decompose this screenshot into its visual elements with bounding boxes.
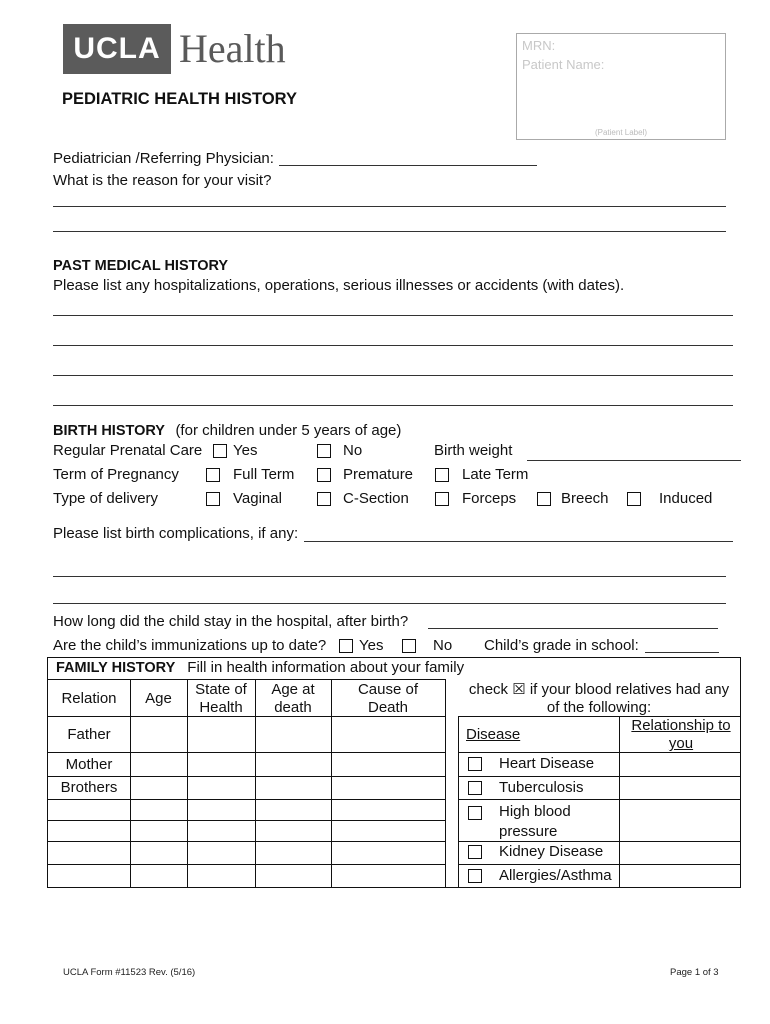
check-note: check ☒ if your blood relatives had any of the following: bbox=[468, 681, 730, 716]
family-history-header bbox=[56, 659, 464, 676]
physician-field[interactable] bbox=[279, 165, 537, 166]
past-medical-heading: PAST MEDICAL HISTORY bbox=[53, 258, 229, 274]
hospital-stay-field[interactable] bbox=[428, 628, 718, 629]
breech-label: Breech bbox=[561, 490, 609, 507]
prenatal-no-label: No bbox=[343, 442, 363, 459]
patient-label-caption: (Patient Label) bbox=[594, 128, 648, 137]
csection-label: C-Section bbox=[343, 490, 409, 507]
complications-label: Please list birth complications, if any: bbox=[53, 525, 299, 542]
past-medical-line-2[interactable] bbox=[53, 345, 733, 346]
family-history-heading: FAMILY HISTORY bbox=[56, 660, 176, 676]
birth-history-subheading: (for children under 5 years of age) bbox=[175, 422, 402, 439]
relation-mother: Mother bbox=[65, 756, 113, 773]
full-term-checkbox[interactable] bbox=[206, 468, 220, 482]
complications-line-2[interactable] bbox=[53, 576, 726, 577]
col-age: Age bbox=[145, 690, 172, 707]
complications-field[interactable] bbox=[304, 541, 733, 542]
birth-weight-field[interactable] bbox=[527, 460, 741, 461]
ucla-logo: UCLA bbox=[63, 24, 171, 74]
relation-brothers: Brothers bbox=[60, 779, 118, 796]
form-number: UCLA Form #11523 Rev. (5/16) bbox=[63, 967, 196, 978]
vaginal-checkbox[interactable] bbox=[206, 492, 220, 506]
disease-header: Disease bbox=[466, 726, 521, 743]
page-title: PEDIATRIC HEALTH HISTORY bbox=[62, 90, 297, 108]
prenatal-yes-label: Yes bbox=[233, 442, 258, 459]
col-cause-of-death: Cause of Death bbox=[357, 681, 419, 716]
past-medical-line-1[interactable] bbox=[53, 315, 733, 316]
birth-history-heading: BIRTH HISTORY bbox=[53, 423, 165, 439]
hospital-stay-label: How long did the child stay in the hospital, after birth? bbox=[53, 613, 409, 630]
relation-father: Father bbox=[67, 726, 111, 743]
visit-reason-line-1[interactable] bbox=[53, 206, 726, 207]
premature-checkbox[interactable] bbox=[317, 468, 331, 482]
allergies-asthma-checkbox[interactable] bbox=[468, 869, 482, 883]
disease-high-blood-pressure: High blood pressure bbox=[499, 803, 571, 840]
breech-checkbox[interactable] bbox=[537, 492, 551, 506]
past-medical-line-4[interactable] bbox=[53, 405, 733, 406]
complications-line-3[interactable] bbox=[53, 603, 726, 604]
immunizations-label: Are the child’s immunizations up to date? bbox=[53, 637, 327, 654]
relationship-header: Relationship to you bbox=[631, 717, 731, 752]
kidney-disease-checkbox[interactable] bbox=[468, 845, 482, 859]
grade-field[interactable] bbox=[645, 652, 719, 653]
forceps-checkbox[interactable] bbox=[435, 492, 449, 506]
birth-history-header bbox=[53, 422, 401, 440]
prenatal-no-checkbox[interactable] bbox=[317, 444, 331, 458]
tuberculosis-checkbox[interactable] bbox=[468, 781, 482, 795]
prenatal-label: Regular Prenatal Care bbox=[53, 442, 203, 459]
induced-checkbox[interactable] bbox=[627, 492, 641, 506]
csection-checkbox[interactable] bbox=[317, 492, 331, 506]
immunizations-yes-label: Yes bbox=[359, 637, 384, 654]
immunizations-no-checkbox[interactable] bbox=[402, 639, 416, 653]
term-label: Term of Pregnancy bbox=[53, 466, 179, 483]
col-relation: Relation bbox=[61, 690, 117, 707]
physician-label: Pediatrician /Referring Physician: bbox=[53, 150, 274, 167]
late-term-checkbox[interactable] bbox=[435, 468, 449, 482]
forceps-label: Forceps bbox=[462, 490, 517, 507]
immunizations-no-label: No bbox=[433, 637, 453, 654]
past-medical-line-3[interactable] bbox=[53, 375, 733, 376]
visit-reason-line-2[interactable] bbox=[53, 231, 726, 232]
col-age-at-death: Age at death bbox=[271, 681, 315, 716]
disease-allergies-asthma: Allergies/Asthma bbox=[499, 867, 612, 884]
past-medical-instruction: Please list any hospitalizations, operations, serious illnesses or accidents (with dates). bbox=[53, 277, 625, 294]
visit-reason-label: What is the reason for your visit? bbox=[53, 172, 272, 189]
disease-tuberculosis: Tuberculosis bbox=[499, 779, 584, 796]
vaginal-label: Vaginal bbox=[233, 490, 282, 507]
col-state-of-health: State of Health bbox=[195, 681, 247, 716]
high-blood-pressure-checkbox[interactable] bbox=[468, 806, 482, 820]
immunizations-yes-checkbox[interactable] bbox=[339, 639, 353, 653]
mrn-label: MRN: bbox=[522, 38, 556, 53]
premature-label: Premature bbox=[343, 466, 414, 483]
grade-label: Child’s grade in school: bbox=[484, 637, 639, 654]
induced-label: Induced bbox=[659, 490, 713, 507]
patient-name-label: Patient Name: bbox=[522, 57, 605, 72]
birth-weight-label: Birth weight bbox=[434, 442, 513, 459]
prenatal-yes-checkbox[interactable] bbox=[213, 444, 227, 458]
late-term-label: Late Term bbox=[462, 466, 529, 483]
full-term-label: Full Term bbox=[233, 466, 295, 483]
family-history-instruction: Fill in health information about your family bbox=[187, 659, 465, 676]
disease-kidney: Kidney Disease bbox=[499, 843, 604, 860]
health-logo-text: Health bbox=[179, 26, 286, 71]
patient-label-box bbox=[516, 33, 726, 140]
page-number: Page 1 of 3 bbox=[670, 967, 719, 978]
family-history-table bbox=[47, 657, 741, 888]
delivery-label: Type of delivery bbox=[53, 490, 159, 507]
disease-heart: Heart Disease bbox=[499, 755, 595, 772]
heart-disease-checkbox[interactable] bbox=[468, 757, 482, 771]
